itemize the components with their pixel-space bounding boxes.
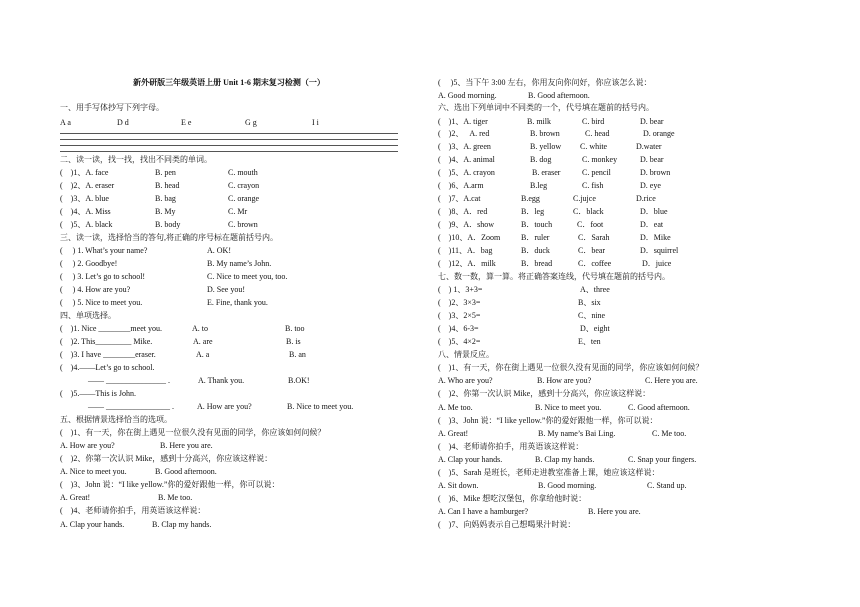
sec2-q3-option-c: C. orange: [228, 194, 260, 203]
sec8-q2-option-a: A. Me too.: [438, 403, 473, 412]
sec6-q11-option-d: D．squirrel: [640, 246, 679, 255]
sec7-q3-equation: ( )3、2×5=: [438, 311, 481, 320]
sec8-q1-option-a: A. Who are you?: [438, 376, 493, 385]
sec8-q5-option-c: C. Stand up.: [647, 481, 687, 490]
sec3-answer-c: C. Nice to meet you, too.: [207, 272, 288, 281]
sec5-q3-option-a: A. Great!: [60, 493, 91, 502]
sec8-q5-option-a: A. Sit down.: [438, 481, 479, 490]
letter-pair-d: D d: [117, 118, 129, 127]
sec6-q7-stem: ( )7、A.cat: [438, 194, 481, 203]
sec6-q8-option-b: B．leg: [521, 207, 545, 216]
page-title: 新外研版三年级英语上册 Unit 1-6 期末复习检测（一）: [133, 78, 325, 87]
writing-guide-line: [60, 151, 398, 152]
sec3-q4-prompt: ( ) 4. How are you?: [60, 285, 131, 294]
sec4-q5-reply-blank: —— ________________ .: [88, 402, 174, 411]
sec4-q2-stem: ( )2. This_________ Mike.: [60, 337, 153, 346]
sec6-q9-stem: ( )9、A．show: [438, 220, 494, 229]
sec4-q4-option-a: A. Thank you.: [198, 376, 245, 385]
writing-guide-line: [60, 133, 398, 134]
sec5-q1-option-b: B. Here you are.: [160, 441, 213, 450]
sec4-q5-stem: ( )5.——This is John.: [60, 389, 136, 398]
sec6-q11-option-c: C．bear: [578, 246, 606, 255]
sec4-q2-option-a: A. are: [193, 337, 213, 346]
sec8-q2-option-c: C. Good afternoon.: [628, 403, 690, 412]
sec6-q2-option-d: D. orange: [643, 129, 675, 138]
sec2-q5-stem: ( )5、A. black: [60, 220, 113, 229]
sec6-q1-option-b: B. milk: [527, 117, 552, 126]
writing-guide-line: [60, 139, 398, 140]
sec6-q1-stem: ( )1、A. tiger: [438, 117, 488, 126]
sec2-q2-stem: ( )2、A. eraser: [60, 181, 115, 190]
sec6-q7-option-b: B.egg: [521, 194, 540, 203]
sec6-q4-option-c: C. monkey: [582, 155, 618, 164]
sec5-q3-option-b: B. Me too.: [158, 493, 193, 502]
sec2-q5-option-c: C. brown: [228, 220, 258, 229]
sec8-q2-option-b: B. Nice to meet you.: [535, 403, 602, 412]
sec3-q2-prompt: ( ) 2. Goodbye!: [60, 259, 118, 268]
sec6-q4-stem: ( )4、A. animal: [438, 155, 495, 164]
sec8-q6-option-a: A. Can I have a hamburger?: [438, 507, 529, 516]
sec8-q6-option-b: B. Here you are.: [588, 507, 641, 516]
sec6-q12-option-c: C．coffee: [578, 259, 612, 268]
sec8-q3-stem: ( )3、John 说：“I like yellow.”你的爱好跟他一样，你可以说：: [438, 416, 658, 425]
sec2-q1-option-b: B. pen: [155, 168, 176, 177]
sec8-q5-option-b: B. Good morning.: [538, 481, 597, 490]
sec5-q4-option-b: B. Clap my hands.: [152, 520, 212, 529]
sec2-q4-option-b: B. My: [155, 207, 176, 216]
sec6-q10-stem: ( )10、A．Zoom: [438, 233, 501, 242]
sec6-q2-option-c: C. head: [585, 129, 610, 138]
sec6-q3-stem: ( )3、A. green: [438, 142, 491, 151]
sec6-q6-option-c: C. fish: [582, 181, 604, 190]
sec2-q2-option-c: C. crayon: [228, 181, 260, 190]
section-1-heading: 一、用手写体抄写下列字母。: [60, 103, 164, 112]
sec6-q9-option-b: B．touch: [521, 220, 553, 229]
sec3-answer-d: D. See you!: [207, 285, 245, 294]
sec6-q12-option-b: B．bread: [521, 259, 553, 268]
sec3-q1-prompt: ( ) 1. What’s your name?: [60, 246, 148, 255]
sec8-q4-stem: ( )4、老师请你拍手，用英语该这样说：: [438, 442, 584, 451]
sec2-q1-option-c: C. mouth: [228, 168, 258, 177]
sec8-q3-option-c: C. Me too.: [652, 429, 687, 438]
sec2-q4-option-c: C. Mr: [228, 207, 248, 216]
sec7-answer-c: C、nine: [578, 311, 606, 320]
sec4-q3-option-a: A. a: [196, 350, 210, 359]
sec6-q6-stem: ( )6、A.arm: [438, 181, 484, 190]
sec4-q4-option-b: B.OK!: [288, 376, 310, 385]
sec8-q1-option-b: B. How are you?: [537, 376, 592, 385]
letter-pair-e: E e: [181, 118, 192, 127]
sec7-q5-equation: ( )5、4×2=: [438, 337, 481, 346]
sec3-answer-a: A. OK!: [207, 246, 231, 255]
sec6-q2-option-b: B. brown: [530, 129, 560, 138]
sec6-q8-option-d: D．blue: [640, 207, 668, 216]
sec7-q1-equation: ( ) 1、3+3=: [438, 285, 483, 294]
sec2-q3-stem: ( )3、A. blue: [60, 194, 109, 203]
section-8-heading: 八、情景反应。: [438, 350, 494, 359]
sec6-q4-option-b: B. dog: [530, 155, 552, 164]
sec8-q4-option-c: C. Snap your fingers.: [628, 455, 697, 464]
sec8-q3-option-b: B. My name’s Bai Ling.: [538, 429, 616, 438]
letter-pair-a: A a: [60, 118, 71, 127]
sec6-q2-stem: ( )2、 A. red: [438, 129, 490, 138]
sec8-q7-stem: ( )7、向妈妈表示自己想喝果汁时说：: [438, 520, 576, 529]
section-7-heading: 七、数一数，算一算。将正确答案连线，代号填在题前的括号内。: [438, 272, 670, 281]
sec2-q3-option-b: B. bag: [155, 194, 176, 203]
sec5-q5-option-b: B. Good afternoon.: [528, 91, 590, 100]
sec4-q1-option-a: A. to: [192, 324, 208, 333]
sec5-q1-option-a: A. How are you?: [60, 441, 115, 450]
sec6-q10-option-b: B．ruler: [521, 233, 550, 242]
sec6-q11-stem: ( )11、A．bag: [438, 246, 493, 255]
writing-guide-line: [60, 145, 398, 146]
sec6-q11-option-b: B．duck: [521, 246, 550, 255]
sec5-q4-option-a: A. Clap your hands.: [60, 520, 125, 529]
sec6-q10-option-c: C．Sarah: [578, 233, 610, 242]
sec5-q2-stem: ( )2、你第一次认识 Mike，感到十分高兴，你应该这样说：: [60, 454, 273, 463]
sec5-q2-option-a: A. Nice to meet you.: [60, 467, 127, 476]
sec7-q4-equation: ( )4、6-3=: [438, 324, 479, 333]
section-3-heading: 三、读一读，选择恰当的答句,将正确的序号标在题前括号内。: [60, 233, 278, 242]
sec6-q1-option-d: D. bear: [640, 117, 664, 126]
sec5-q4-stem: ( )4、老师请你拍手，用英语该这样说：: [60, 506, 206, 515]
sec2-q1-stem: ( )1、A. face: [60, 168, 109, 177]
sec6-q9-option-d: D．eat: [640, 220, 664, 229]
sec4-q1-option-b: B. too: [285, 324, 305, 333]
sec7-answer-b: B、six: [578, 298, 601, 307]
sec8-q1-option-c: C. Here you are.: [645, 376, 698, 385]
sec6-q5-option-b: B. eraser: [532, 168, 561, 177]
sec6-q4-option-d: D. bear: [640, 155, 664, 164]
sec6-q10-option-d: D．Mike: [640, 233, 671, 242]
sec6-q3-option-b: B. yellow: [530, 142, 562, 151]
sec4-q4-stem: ( )4.——Let’s go to school.: [60, 363, 155, 372]
sec6-q7-option-d: D.rice: [636, 194, 656, 203]
sec6-q3-option-d: D.water: [636, 142, 662, 151]
sec8-q3-option-a: A. Great!: [438, 429, 469, 438]
sec6-q7-option-c: C.jujce: [573, 194, 596, 203]
sec7-answer-a: A、three: [580, 285, 610, 294]
sec5-q1-stem: ( )1、有一天，你在街上遇见一位很久没有见面的同学，你应该如何问候？: [60, 428, 326, 437]
sec5-q5-stem: ( )5、当下午 3:00 左右，你用友向你问好，你应该怎么说：: [438, 78, 652, 87]
sec6-q12-stem: ( )12、A．milk: [438, 259, 496, 268]
sec7-q2-equation: ( )2、3×3=: [438, 298, 481, 307]
sec5-q5-option-a: A. Good morning.: [438, 91, 497, 100]
sec8-q6-stem: ( )6、Mike 想吃汉堡包，你拿给他时说：: [438, 494, 587, 503]
sec6-q5-stem: ( )5、A. crayon: [438, 168, 495, 177]
section-6-heading: 六、选出下列单词中不同类的一个，代号填在题前的括号内。: [438, 103, 654, 112]
sec6-q6-option-d: D. eye: [640, 181, 661, 190]
sec4-q1-stem: ( )1. Nice ________meet you.: [60, 324, 162, 333]
sec6-q3-option-c: C. white: [580, 142, 608, 151]
sec4-q5-option-b: B. Nice to meet you.: [287, 402, 354, 411]
sec7-answer-e: E、ten: [578, 337, 601, 346]
sec6-q8-stem: ( )8、A．red: [438, 207, 488, 216]
sec6-q12-option-d: D．juice: [642, 259, 672, 268]
section-5-heading: 五、根据情景选择恰当的选项。: [60, 415, 172, 424]
sec4-q3-stem: ( )3. I have ________eraser.: [60, 350, 156, 359]
sec6-q5-option-c: C. pencil: [582, 168, 611, 177]
sec6-q6-option-b: B.leg: [530, 181, 548, 190]
sec6-q5-option-d: D. brown: [640, 168, 671, 177]
sec2-q4-stem: ( )4、A. Miss: [60, 207, 111, 216]
sec7-answer-d: D、eight: [580, 324, 610, 333]
sec2-q2-option-b: B. head: [155, 181, 180, 190]
sec6-q1-option-c: C. bird: [582, 117, 605, 126]
letter-pair-i: I i: [312, 118, 319, 127]
sec8-q1-stem: ( )1、有一天，你在街上遇见一位很久没有见面的同学，你应该如何问候？: [438, 363, 704, 372]
section-2-heading: 二、读一读，找一找，找出不同类的单词。: [60, 155, 212, 164]
sec4-q2-option-b: B. is: [286, 337, 301, 346]
sec5-q2-option-b: B. Good afternoon.: [155, 467, 217, 476]
sec5-q3-stem: ( )3、John 说：“I like yellow.”你的爱好跟他一样，你可以说：: [60, 480, 280, 489]
section-4-heading: 四、单项选择。: [60, 311, 116, 320]
letter-pair-g: G g: [245, 118, 257, 127]
sec4-q5-option-a: A. How are you?: [197, 402, 252, 411]
sec2-q5-option-b: B. body: [155, 220, 181, 229]
sec3-q3-prompt: ( ) 3. Let’s go to school!: [60, 272, 146, 281]
sec8-q4-option-a: A. Clap your hands.: [438, 455, 503, 464]
sec3-answer-b: B. My name’s John.: [207, 259, 272, 268]
sec4-q3-option-b: B. an: [289, 350, 306, 359]
sec4-q4-reply-blank: —— _______________ .: [88, 376, 170, 385]
sec8-q4-option-b: B. Clap my hands.: [535, 455, 595, 464]
sec8-q5-stem: ( )5、Sarah 是班长，老师走进教室准备上课，她应该这样说：: [438, 468, 660, 477]
sec6-q8-option-c: C．black: [573, 207, 604, 216]
sec3-q5-prompt: ( ) 5. Nice to meet you.: [60, 298, 143, 307]
sec6-q9-option-c: C．foot: [577, 220, 604, 229]
sec8-q2-stem: ( )2、你第一次认识 Mike，感到十分高兴，你应该这样说：: [438, 389, 651, 398]
sec3-answer-e: E. Fine, thank you.: [207, 298, 268, 307]
